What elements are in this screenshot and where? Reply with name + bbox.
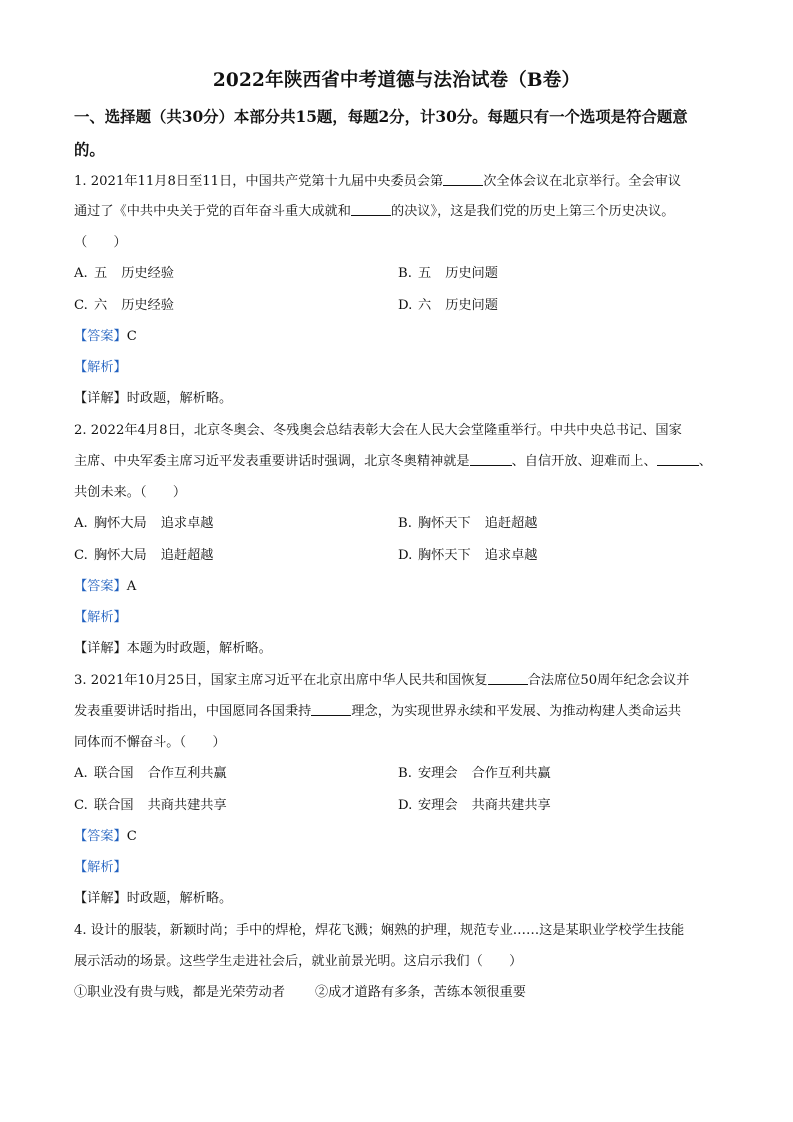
q2-line1: 2. 2022年4月8日，北京冬奥会、冬残奥会总结表彰大会在人民大会堂隆重举行。中共中央总书记、国家 (74, 423, 682, 438)
answer-blank (470, 453, 512, 466)
q1-line3: （ ） (74, 235, 127, 250)
q3-option-b: B. 安理会 合作互利共赢 (398, 766, 551, 781)
q1-line1: 1. 2021年11月8日至11日，中国共产党第十九届中央委员会第 次全体会议在北京举行。全会审议 (74, 174, 682, 189)
q4-line1: 4. 设计的服装，新颖时尚；手中的焊枪，焊花飞溅；娴熟的护理，规范专业……这是某职业学校学生技能 (74, 923, 685, 938)
q1-option-a: A. 五 历史经验 (74, 266, 174, 281)
answer-blank (351, 203, 391, 216)
q1-detail: 【详解】时政题，解析略。 (74, 391, 233, 406)
section-heading: 一、选择题（共30分）本部分共15题，每题2分，计30分。每题只有一个选项是符合题意 (74, 108, 688, 126)
q3-answer: 【答案】C (74, 829, 137, 844)
q3-option-a: A. 联合国 合作互利共赢 (74, 766, 227, 781)
section-heading-cont: 的。 (74, 141, 105, 159)
q4-line2: 展示活动的场景。这些学生走进社会后，就业前景光明。这启示我们（ ） (74, 954, 523, 969)
q3-analysis: 【解析】 (74, 860, 127, 875)
q2-detail: 【详解】本题为时政题，解析略。 (74, 641, 272, 656)
q2-option-c: C. 胸怀大局 追赶超越 (74, 548, 214, 563)
q3-line1: 3. 2021年10月25日，国家主席习近平在北京出席中华人民共和国恢复 合法席位50周年纪念会议并 (74, 673, 690, 688)
q1-line2: 通过了《中共中央关于党的百年奋斗重大成就和 的决议》，这是我们党的历史上第三个历史决议。 (74, 204, 675, 219)
answer-blank (443, 173, 483, 186)
q2-option-b: B. 胸怀天下 追赶超越 (398, 516, 538, 531)
q2-line3: 共创未来。（ ） (74, 485, 187, 500)
q1-option-d: D. 六 历史问题 (398, 298, 498, 313)
q3-line3: 同体而不懈奋斗。（ ） (74, 735, 226, 750)
answer-blank (311, 703, 351, 716)
q3-option-c: C. 联合国 共商共建共享 (74, 798, 227, 813)
answer-blank (657, 453, 699, 466)
q2-option-a: A. 胸怀大局 追求卓越 (74, 516, 214, 531)
q2-line2: 主席、中央军委主席习近平发表重要讲话时强调，北京冬奥精神就是 、自信开放、迎难而上、 、 (74, 454, 712, 469)
q2-analysis: 【解析】 (74, 610, 127, 625)
q1-option-c: C. 六 历史经验 (74, 298, 174, 313)
q1-option-b: B. 五 历史问题 (398, 266, 498, 281)
page-title: 2022年陕西省中考道德与法治试卷（B卷） (212, 70, 581, 91)
answer-blank (488, 672, 528, 685)
q3-detail: 【详解】时政题，解析略。 (74, 891, 233, 906)
q4-line3: ①职业没有贵与贱，都是光荣劳动者 ②成才道路有多条，苦练本领很重要 (74, 985, 526, 1000)
q1-analysis: 【解析】 (74, 360, 127, 375)
q3-option-d: D. 安理会 共商共建共享 (398, 798, 551, 813)
q2-answer: 【答案】A (74, 579, 137, 594)
q2-option-d: D. 胸怀天下 追求卓越 (398, 548, 538, 563)
q3-line2: 发表重要讲话时指出，中国愿同各国秉持 理念，为实现世界永续和平发展、为推动构建人类命运共 (74, 704, 682, 719)
q1-answer: 【答案】C (74, 329, 137, 344)
